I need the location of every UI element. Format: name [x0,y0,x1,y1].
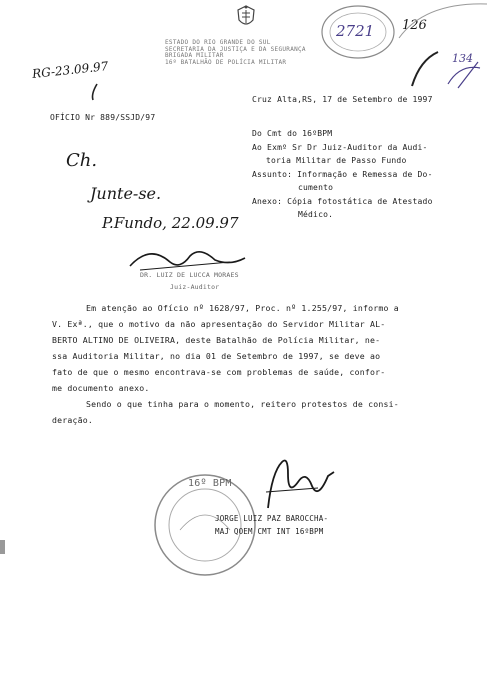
body-line: BERTO ALTINO DE OLIVEIRA, deste Batalhão de Polícia Militar, ne- [52,335,381,345]
commander-signature [258,452,338,514]
side-scribble [398,42,488,92]
address-to-2: toria Militar de Passo Fundo [266,156,407,165]
address-block [252,127,433,222]
receipt-stamp-number: 2721 [336,22,375,40]
judge-signature [120,236,250,276]
corner-stamp [395,0,490,40]
body-line: Em atenção ao Ofício nº 1628/97, Proc. nº 1.255/97, informo a [86,303,399,313]
handwritten-folio: 126 [402,18,427,33]
letterhead-line: SECRETARIA DA JUSTIÇA E DA SEGURANÇA [165,45,306,53]
handwritten-annotation-1: Ch. [66,150,98,171]
address-subject-2: cumento [298,183,334,192]
letterhead-line: ESTADO DO RIO GRANDE DO SUL [165,39,271,46]
address-to-1: Ao Exmº Sr Dr Juiz-Auditor da Audi- [252,142,428,152]
handwritten-annotation-2: Junte-se. [90,184,162,203]
body-line: V. Exª., que o motivo da não apresentação do Servidor Militar AL- [52,319,386,329]
body-line: me documento anexo. [52,383,150,393]
battalion-seal-label: 16º BPM [188,478,232,489]
body-line: deração. [52,415,94,425]
judge-title: Juiz-Auditor [170,283,220,291]
address-from: Do Cmt do 16ºBPM [252,129,333,138]
body-line: Sendo o que tinha para o momento, reitero protestos de consi- [86,399,399,409]
receipt-stamp [318,2,398,62]
letterhead-line: BRIGADA MILITAR [165,52,224,59]
address-subject-1: Assunto: Informação e Remessa de Do- [252,169,433,179]
letter-body [52,300,466,428]
signatory-title: MAJ QOEM CMT INT 16ºBPM [215,527,324,536]
coat-of-arms-icon [233,4,259,30]
handwritten-side-number: 134 [452,52,473,65]
address-annex-1: Anexo: Cópia fotostática de Atestado [252,196,433,206]
margin-underline [85,82,105,102]
signatory-block [215,512,328,538]
punch-mark [0,540,5,554]
signatory-name: JORGE LUIZ PAZ BAROCCHA- [215,514,329,523]
judge-name: DR. LUIZ DE LUCCA MORAES [140,271,239,279]
letterhead-line: 16º BATALHÃO DE POLÍCIA MILITAR [165,58,287,66]
margin-note: RG-23.09.97 [31,59,109,81]
place-date: Cruz Alta,RS, 17 de Setembro de 1997 [252,95,433,104]
body-line: ssa Auditoria Militar, no dia 01 de Setembro de 1997, se deve ao [52,351,381,361]
address-annex-2: Médico. [298,210,334,219]
oficio-number: OFÍCIO Nr 889/SSJD/97 [50,113,156,122]
body-line: fato de que o mesmo encontrava-se com problemas de saúde, confor- [52,367,386,377]
handwritten-annotation-3: P.Fundo, 22.09.97 [102,214,239,232]
